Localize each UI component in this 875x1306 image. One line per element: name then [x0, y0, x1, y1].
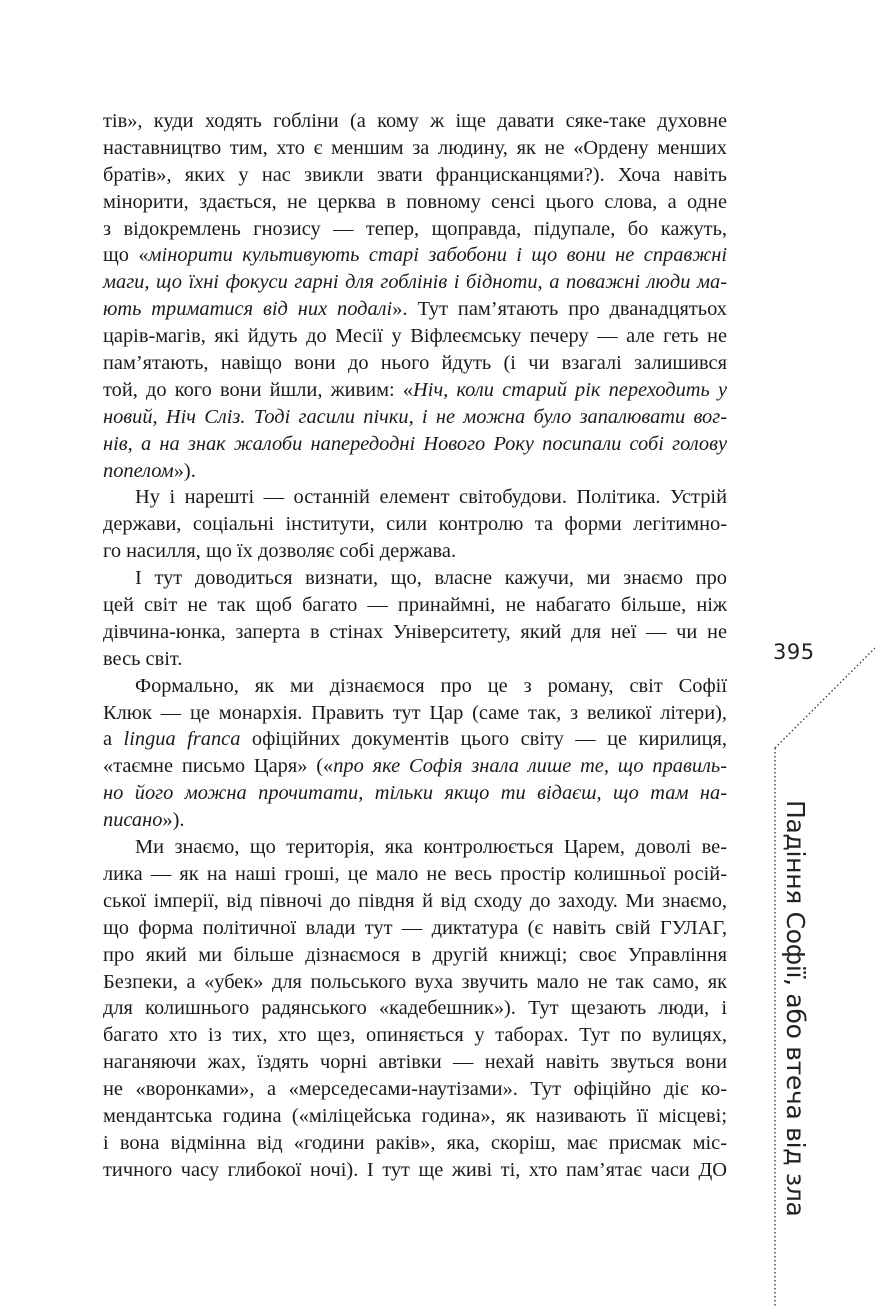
- text-run: ». Тут пам’ятають про дванадцятьох: [392, 298, 727, 321]
- text-run: той, до кого вони йшли, живим: «: [103, 378, 414, 401]
- text-run: царів-магів, які йдуть до Месії у Віфлеємську печеру — але геть не: [103, 325, 727, 348]
- italic-quote: про яке Софія знала лише те, що правиль-: [333, 755, 727, 778]
- text-run: тичного часу глибокої ночі). І тут ще живі ті, хто пам’ятає часи ДО: [103, 1158, 727, 1181]
- text-run: Формально, як ми дізнаємося про це з роману, світ Софії: [135, 674, 727, 697]
- italic-quote: lingua franca: [123, 728, 241, 751]
- text-run: Клюк — це монархія. Править тут Цар (саме так, з великої літери),: [103, 701, 727, 724]
- text-run: мінорити, здається, не церква в повному сенсі цього слова, а одне: [103, 190, 727, 213]
- italic-quote: нів, а на знак жалоби напередодні Нового Року посипали собі голову: [103, 432, 727, 455]
- running-title: Падіння Софії, або втеча від зла: [781, 800, 810, 1217]
- diagonal-dotted-rule: [775, 648, 875, 748]
- text-run: цей світ не так щоб багато — принаймні, не набагато більше, ніж: [103, 594, 727, 617]
- text-run: наставництво тим, хто є меншим за людину, як не «Ордену менших: [103, 136, 727, 159]
- text-run: «таємне письмо Царя» («: [103, 755, 334, 778]
- text-run: що «: [103, 244, 149, 267]
- page-number: 395: [773, 640, 815, 664]
- text-run: для колишнього радянського «кадебешник»). Тут щезають люди, і: [103, 997, 727, 1020]
- text-run: з відокремлень гнозису — тепер, щоправда, підупале, бо кажуть,: [103, 217, 727, 240]
- italic-quote: маги, що їхні фокуси гарні для гоблінів і бідноти, а поважні люди ма-: [103, 271, 727, 294]
- text-run: наганяючи жах, їздять чорні автівки — нехай навіть звуться вони: [103, 1051, 727, 1074]
- text-run: »).: [162, 809, 185, 832]
- text-run: мендантська година («міліцейська година», як називають її місцеві;: [103, 1104, 727, 1127]
- text-run: що форма політичної влади тут — диктатура (є навіть свій ГУЛАГ,: [103, 916, 727, 939]
- text-run: дівчина-юнка, заперта в стінах Університету, який для неї — чи не: [103, 620, 727, 643]
- italic-quote: попелом: [103, 459, 174, 482]
- text-run: багато хто із тих, хто щез, опиняється у таборах. Тут по вулицях,: [103, 1024, 727, 1047]
- italic-quote: Ніч, коли старий рік переходить у: [413, 378, 728, 401]
- italic-quote: мінорити культивують старі забобони і що вони не справжні: [148, 244, 727, 267]
- text-run: а: [103, 728, 124, 751]
- text-run: тів», куди ходять гобліни (а кому ж іще давати сяке-таке духовне: [103, 110, 727, 132]
- text-run: Ну і нарешті — останній елемент світобудови. Політика. Устрій: [135, 486, 727, 509]
- italic-quote: писано: [103, 809, 163, 832]
- text-run: лика — як на наші гроші, це мало не весь простір колишньої росій-: [103, 862, 727, 885]
- text-run: Ми знаємо, що територія, яка контролюється Царем, доволі ве-: [135, 836, 727, 859]
- text-run: пам’ятають, навіщо вони до нього йдуть (і чи взагалі залишився: [103, 352, 727, 375]
- italic-quote: ють триматися від них подалі: [103, 298, 393, 321]
- text-run: го насилля, що їх дозволяє собі держава.: [103, 540, 457, 563]
- text-run: Безпеки, а «убек» для польського вуха звучить мало не так само, як: [103, 970, 727, 993]
- text-run: не «воронками», а «мерседесами-наутізами». Тут офіційно діє ко-: [103, 1078, 727, 1101]
- text-run: і вона відмінна від «години раків», яка, скоріш, має присмак міс-: [103, 1131, 727, 1154]
- italic-quote: новий, Ніч Сліз. Тоді гасили пічки, і не можна було запалювати вог-: [103, 405, 727, 428]
- text-run: »).: [173, 459, 196, 482]
- text-run: офіційних документів цього світу — це кирилиця,: [240, 728, 727, 751]
- text-run: І тут доводиться визнати, що, власне кажучи, ми знаємо про: [135, 567, 727, 590]
- italic-quote: но його можна прочитати, тільки якщо ти відаєш, що там на-: [103, 782, 727, 805]
- text-run: про який ми більше дізнаємося в другій книжці; своє Управління: [103, 943, 727, 966]
- text-run: братів», яких у нас звикли звати францисканцями?). Хоча навіть: [103, 163, 727, 186]
- text-run: ської імперії, від півночі до півдня й від сходу до заходу. Ми знаємо,: [103, 889, 727, 912]
- text-run: весь світ.: [103, 647, 183, 670]
- text-run: держави, соціальні інститути, сили контролю та форми легітимно-: [103, 513, 727, 536]
